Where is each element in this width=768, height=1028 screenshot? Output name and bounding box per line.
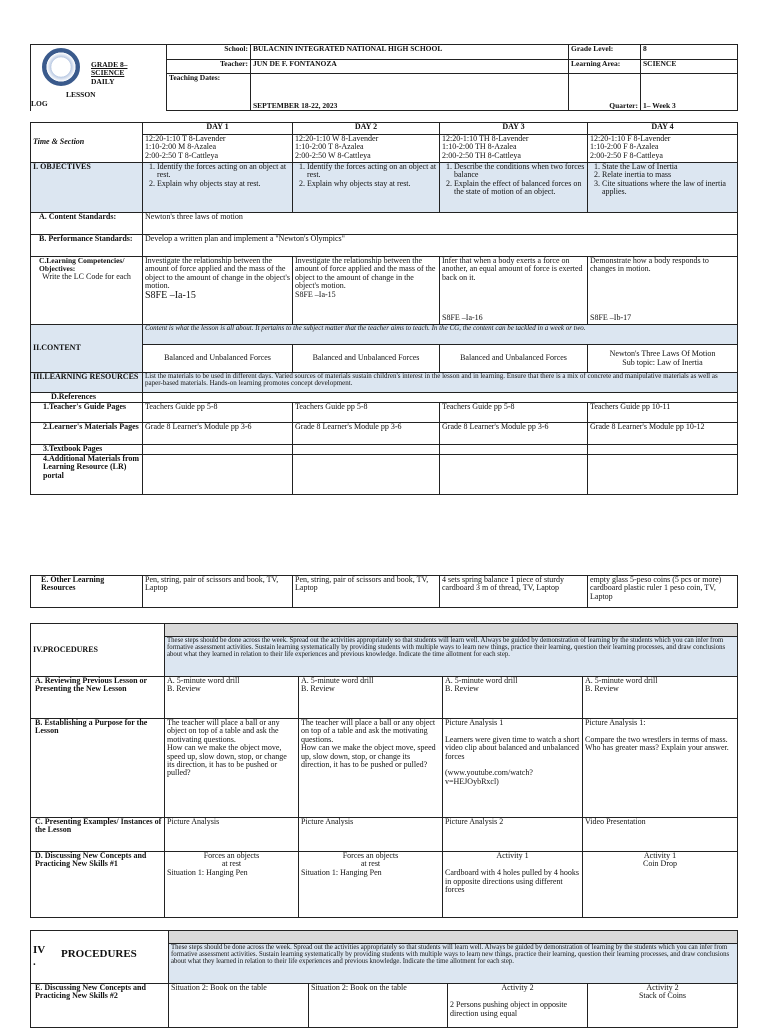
day3-other: 4 sets spring balance 1 piece of sturdy cardboard 3 m of thread, TV, Laptop: [440, 576, 588, 608]
grade-value: 8: [641, 45, 738, 60]
day1-tg: Teachers Guide pp 5-8: [143, 403, 293, 423]
competencies-sub: Write the LC Code for each: [42, 271, 131, 281]
day2-procE: [309, 984, 448, 1028]
day2-header: DAY 2: [293, 123, 440, 135]
day4-procA: A. 5-minute word drill B. Review: [583, 677, 738, 719]
day2-content: Balanced and Unbalanced Forces: [293, 345, 440, 373]
procC-label: C. Presenting Examples/ Instances of the Lesson: [31, 818, 165, 852]
procE-label: E. Discussing New Concepts and Practicing New Skills #2: [31, 984, 169, 1028]
day1-procD: [165, 852, 299, 918]
doc-title-line1: GRADE 8–: [91, 60, 128, 69]
procB-label: B. Establishing a Purpose for the Lesson: [31, 719, 165, 818]
procedures-label: IV.PROCEDURES: [31, 624, 165, 677]
quarter-label: Quarter:: [569, 74, 641, 111]
textbook-label: 3.Textbook Pages: [31, 445, 143, 455]
day1-header: DAY 1: [143, 123, 293, 135]
day1-content: Balanced and Unbalanced Forces: [143, 345, 293, 373]
objective-item: 2. Explain the effect of balanced forces on the state of motion of an object.: [454, 180, 585, 197]
day4-competency: [588, 257, 738, 325]
competency-code: S8FE –Ia-16: [442, 312, 483, 322]
procedures-band: [165, 624, 738, 637]
procA-label: A. Reviewing Previous Lesson or Presenting the New Lesson: [31, 677, 165, 719]
procedures-table: [30, 623, 738, 918]
procD-label: D. Discussing New Concepts and Practicing New Skills #1: [31, 852, 165, 918]
day3-add: [440, 455, 588, 495]
school-label: School:: [167, 45, 251, 60]
procedures-note-2: These steps should be done across the week. Spread out the activities appropriately so that students will learn well. Always be guided by demonstration of learning by the students which you can infer from formative assessment activities. Sustain learning systematically by providing students with multiple ways to learn new things, practice their learning, question their learning processes, and draw conclusions about what they learned in relation to their life experiences and previous knowledge. Indicate the time allotment for each step.: [169, 944, 738, 984]
competency-text: Investigate the relationship between the amount of force applied and the mass of the object to the amount of change in the object's motion.: [295, 256, 436, 291]
day4-tb: [588, 445, 738, 455]
learning-resources-label: III.LEARNING RESOURCES: [31, 373, 143, 393]
day2-procC: Picture Analysis: [299, 818, 443, 852]
school-value: BULACNIN INTEGRATED NATIONAL HIGH SCHOOL: [251, 45, 569, 60]
day4-procC: Video Presentation: [583, 818, 738, 852]
objective-item: 3. Cite situations where the law of inertia applies.: [602, 180, 735, 197]
day2-time: 12:20-1:10 W 8-Lavender 1:10-2:00 T 8-Azalea 2:00-2:50 W 8-Cattleya: [293, 135, 440, 163]
other-resources-label: E. Other Learning Resources: [31, 576, 143, 608]
procedures-note: These steps should be done across the week. Spread out the activities appropriately so that students will learn well. Always be guided by demonstration of learning by the students which you can infer from formative assessment activities. Sustain learning systematically by providing students with multiple ways to learn new things, practice their learning, question their learning processes, and draw conclusions about what they learned in relation to their life experiences and previous knowledge. Indicate the time allotment for each step.: [165, 637, 738, 677]
day3-content: Balanced and Unbalanced Forces: [440, 345, 588, 373]
day1-tb: [143, 445, 293, 455]
procedures-band-2: [169, 931, 738, 944]
competency-code: S8FE –Ia-15: [145, 289, 196, 301]
deped-seal-icon: [42, 48, 80, 86]
procD-heading: Forces an objects at rest: [342, 851, 399, 869]
header-table: [30, 44, 738, 111]
day4-content: Newton's Three Laws Of Motion Sub topic: Law of Inertia: [588, 345, 738, 373]
content-standards-value: Newton's three laws of motion: [143, 213, 738, 235]
procE-heading: Activity 2: [501, 983, 534, 992]
day3-procC: Picture Analysis 2: [443, 818, 583, 852]
day4-header: DAY 4: [588, 123, 738, 135]
procedures-table-2: [30, 930, 738, 1028]
content-standards-label: A. Content Standards:: [31, 213, 143, 235]
area-label: Learning Area:: [569, 60, 641, 74]
day2-lm: Grade 8 Learner's Module pp 3-6: [293, 423, 440, 445]
performance-standards-label: B. Performance Standards:: [31, 235, 143, 257]
day2-procD: [299, 852, 443, 918]
procedures-label-2b: .: [33, 956, 36, 968]
day1-add: [143, 455, 293, 495]
doc-title-line4: LESSON: [66, 90, 96, 99]
competencies-label-cell: [31, 257, 143, 325]
procD-heading: Activity 1 Coin Drop: [643, 851, 677, 869]
day2-tg: Teachers Guide pp 5-8: [293, 403, 440, 423]
references-empty: [143, 393, 738, 403]
doc-title-line5: LOG: [31, 99, 48, 108]
day4-lm: Grade 8 Learner's Module pp 10-12: [588, 423, 738, 445]
day1-competency: [143, 257, 293, 325]
dates-label: Teaching Dates:: [167, 74, 251, 111]
area-value: SCIENCE: [641, 60, 738, 74]
content-label: II.CONTENT: [31, 325, 143, 373]
day4-other: empty glass 5-peso coins (5 pcs or more) cardboard plastic ruler 1 peso coin, TV, Laptop: [588, 576, 738, 608]
day4-procD: [583, 852, 738, 918]
learners-materials-label: 2.Learner's Materials Pages: [31, 423, 143, 445]
competencies-label: C.Learning Competencies/ Objectives:: [39, 256, 125, 273]
day3-procD: [443, 852, 583, 918]
procE-text: 2 Persons pushing object in opposite direction using equal: [450, 1000, 568, 1018]
day2-objectives: [293, 163, 440, 213]
procD-text: Situation 1: Hanging Pen: [301, 867, 382, 877]
objective-item: 1. Identify the forces acting on an object at rest.: [307, 163, 437, 180]
other-resources-table: [30, 575, 738, 608]
procD-text: Cardboard with 4 holes pulled by 4 hooks in opposite directions using different forces: [445, 868, 579, 895]
day1-procA: A. 5-minute word drill B. Review: [165, 677, 299, 719]
day1-time: 12:20-1:10 T 8-Lavender 1:10-2:00 M 8-Azalea 2:00-2:50 T 8-Cattleya: [143, 135, 293, 163]
procD-heading: Forces an objects at rest: [203, 851, 260, 869]
day3-header: DAY 3: [440, 123, 588, 135]
day3-procB: Picture Analysis 1 Learners were given time to watch a short video clip about balanced and unbalanced forces (www.youtube.com/watch?v=HEJOybRxcl): [443, 719, 583, 818]
day2-procB: The teacher will place a ball or any object on top of a table and ask the motivating questions. How can we make the object move, speed up, slow down, stop, or change its direction, it has to be pushed or pulled?: [299, 719, 443, 818]
day4-procB: Picture Analysis 1: Compare the two wrestlers in terms of mass. Who has greater mass? Explain your answer.: [583, 719, 738, 818]
day2-competency: [293, 257, 440, 325]
procedures-label-2-cell: [31, 931, 169, 984]
day3-time: 12:20-1:10 TH 8-Lavender 1:10-2:00 TH 8-Azalea 2:00-2:50 TH 8-Cattleya: [440, 135, 588, 163]
dates-value: SEPTEMBER 18-22, 2023: [251, 74, 569, 111]
objective-item: 2. Explain why objects stay at rest.: [307, 180, 437, 188]
logo-cell: [31, 45, 167, 111]
day3-procA: A. 5-minute word drill B. Review: [443, 677, 583, 719]
day2-add: [293, 455, 440, 495]
procE-heading: Activity 2 Stack of Coins: [638, 983, 687, 1001]
additional-materials-label: 4.Additional Materials from Learning Resource (LR) portal: [31, 455, 143, 495]
teacher-value: JUN DE F. FONTANOZA: [251, 60, 569, 74]
procE-text: Situation 2: Book on the table: [171, 983, 267, 992]
day1-objectives: [143, 163, 293, 213]
time-section-label: Time & Section: [31, 123, 143, 163]
procedures-label-2c: PROCEDURES: [61, 948, 137, 960]
day3-tg: Teachers Guide pp 5-8: [440, 403, 588, 423]
competency-code: S8FE –Ia-15: [295, 289, 336, 299]
objective-item: 2. Relate inertia to mass: [602, 171, 735, 179]
day1-other: Pen, string, pair of scissors and book, TV, Laptop: [143, 576, 293, 608]
objectives-label: I. OBJECTIVES: [31, 163, 143, 213]
doc-title-line3: DAILY: [91, 76, 115, 86]
competency-text: Demonstrate how a body responds to changes in motion.: [590, 256, 709, 274]
day3-competency: [440, 257, 588, 325]
day1-procB: The teacher will place a ball or any object on top of a table and ask the motivating questions. How can we make the object move, speed up, slow down, stop, or change its direction, it has to be pushed or pulled?: [165, 719, 299, 818]
day3-objectives: [440, 163, 588, 213]
teachers-guide-label: 1.Teacher's Guide Pages: [31, 403, 143, 423]
day1-procC: Picture Analysis: [165, 818, 299, 852]
procedures-label-2a: IV: [33, 944, 46, 957]
competency-text: Infer that when a body exerts a force on another, an equal amount of force is exerted back on it.: [442, 256, 583, 282]
grade-label: Grade Level:: [569, 45, 641, 60]
day2-tb: [293, 445, 440, 455]
day3-procE: [448, 984, 588, 1028]
teacher-label: Teacher:: [167, 60, 251, 74]
day1-lm: Grade 8 Learner's Module pp 3-6: [143, 423, 293, 445]
day4-tg: Teachers Guide pp 10-11: [588, 403, 738, 423]
lesson-table: [30, 122, 738, 495]
objective-item: 1. Describe the conditions when two forces balance: [454, 163, 585, 180]
day1-procE: [169, 984, 309, 1028]
doc-title-line2: SCIENCE: [91, 68, 125, 78]
procE-text: Situation 2: Book on the table: [311, 983, 407, 992]
day4-add: [588, 455, 738, 495]
competency-code: S8FE –Ib-17: [590, 312, 632, 322]
performance-standards-value: Develop a written plan and implement a "Newton's Olympics": [143, 235, 738, 257]
procD-text: Situation 1: Hanging Pen: [167, 867, 248, 877]
references-label: D.References: [31, 393, 143, 403]
content-note: Content is what the lesson is all about. It pertains to the subject matter that the teacher aims to teach. In the CG, the content can be tackled in a week or two.: [143, 325, 738, 345]
day4-objectives: [588, 163, 738, 213]
day2-procA: A. 5-minute word drill B. Review: [299, 677, 443, 719]
day4-time: 12:20-1:10 F 8-Lavender 1:10-2:00 F 8-Azalea 2:00-2:50 F 8-Cattleya: [588, 135, 738, 163]
objective-item: 1. State the Law of Inertia: [602, 163, 735, 171]
competency-text: Investigate the relationship between the amount of force applied and the mass of the object to the amount of change in the object's motion.: [145, 256, 290, 291]
quarter-value: 1– Week 3: [641, 74, 738, 111]
day3-tb: [440, 445, 588, 455]
objective-item: 2. Explain why objects stay at rest.: [157, 180, 290, 188]
learning-resources-note: List the materials to be used in different days. Varied sources of materials sustain children's interest in the lesson and in learning. Ensure that there is a mix of concrete and manipulative materials as well as paper-based materials. Hands-on learning promotes concept development.: [143, 373, 738, 393]
procD-heading: Activity 1: [496, 851, 529, 860]
day3-lm: Grade 8 Learner's Module pp 3-6: [440, 423, 588, 445]
day2-other: Pen, string, pair of scissors and book, TV, Laptop: [293, 576, 440, 608]
objective-item: 1. Identify the forces acting on an object at rest.: [157, 163, 290, 180]
day4-procE: [588, 984, 738, 1028]
